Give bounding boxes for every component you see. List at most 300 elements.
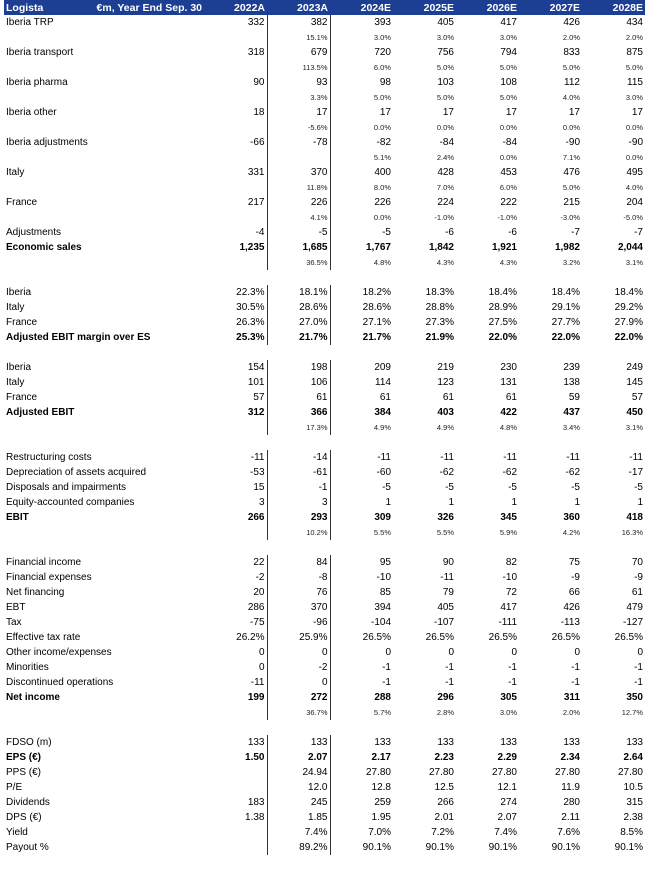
- value-cell: 204: [626, 197, 643, 208]
- growth-cell: 10.2%: [267, 525, 330, 540]
- growth-row: [4, 420, 645, 435]
- value-cell: 61: [442, 392, 454, 403]
- header-company: [4, 0, 204, 15]
- row-label: EBIT: [6, 512, 29, 523]
- value-cell: -53: [204, 465, 267, 480]
- table-row: [4, 495, 645, 510]
- value-cell: 27.1%: [362, 317, 391, 328]
- value-cell: 90: [442, 557, 454, 568]
- growth-cell: 5.0%: [562, 183, 580, 192]
- value-cell: 133: [437, 737, 454, 748]
- value-cell: 7.0%: [368, 827, 391, 838]
- spacer-cell: [4, 435, 645, 450]
- growth-cell: 12.7%: [621, 708, 643, 717]
- growth-cell: 4.8%: [499, 423, 517, 432]
- value-cell: -7: [571, 227, 580, 238]
- row-label: Net income: [6, 692, 60, 703]
- value-cell: 21.7%: [362, 332, 391, 343]
- value-cell: 326: [437, 512, 454, 523]
- value-cell: 183: [204, 795, 267, 810]
- value-cell: 57: [204, 390, 267, 405]
- value-cell: 476: [563, 167, 580, 178]
- value-cell: 82: [505, 557, 517, 568]
- value-cell: 495: [626, 167, 643, 178]
- spacer-row: [4, 435, 645, 450]
- value-cell: 2,044: [617, 242, 643, 253]
- value-cell: 1,235: [204, 240, 267, 255]
- table-row: [4, 675, 645, 690]
- table-row: [4, 600, 645, 615]
- growth-cell: 5.0%: [436, 93, 454, 102]
- value-cell: 394: [374, 602, 391, 613]
- value-cell: -9: [634, 572, 643, 583]
- value-cell: 90: [204, 75, 267, 90]
- value-cell: 27.80: [365, 767, 391, 778]
- value-cell: 75: [568, 557, 580, 568]
- row-label: Adjusted EBIT: [6, 407, 75, 418]
- value-cell: 405: [437, 17, 454, 28]
- value-cell: 1,685: [267, 240, 330, 255]
- growth-cell: [204, 210, 267, 225]
- value-cell: 0: [637, 647, 643, 658]
- growth-row: [4, 150, 645, 165]
- value-cell: 0: [267, 675, 330, 690]
- row-label: Yield: [6, 827, 28, 838]
- value-cell: 61: [505, 392, 517, 403]
- table-row: [4, 465, 645, 480]
- row-label: Italy: [6, 377, 25, 388]
- value-cell: 296: [437, 692, 454, 703]
- value-cell: 18.2%: [362, 287, 391, 298]
- growth-cell: 4.9%: [436, 423, 454, 432]
- table-row: [4, 315, 645, 330]
- value-cell: 61: [631, 587, 643, 598]
- value-cell: [204, 780, 267, 795]
- value-cell: 26.5%: [614, 632, 643, 643]
- header-year: 2028E: [582, 0, 645, 15]
- value-cell: 833: [563, 47, 580, 58]
- growth-cell: 7.1%: [562, 153, 580, 162]
- value-cell: 90.1%: [425, 842, 454, 853]
- table-row: [4, 285, 645, 300]
- growth-cell: [204, 255, 267, 270]
- value-cell: -5: [508, 482, 517, 493]
- table-body: [4, 15, 645, 855]
- value-cell: -75: [204, 615, 267, 630]
- header-year: 2023A: [267, 0, 330, 15]
- value-cell: 370: [267, 165, 330, 180]
- value-cell: 66: [568, 587, 580, 598]
- value-cell: 274: [500, 797, 517, 808]
- spacer-row: [4, 540, 645, 555]
- value-cell: 28.9%: [488, 302, 517, 313]
- row-label: Other income/expenses: [6, 647, 112, 658]
- value-cell: 249: [626, 362, 643, 373]
- value-cell: -104: [370, 617, 391, 628]
- value-cell: 27.5%: [488, 317, 517, 328]
- spacer-cell: [4, 540, 645, 555]
- table-row: [4, 405, 645, 420]
- row-label: DPS (€): [6, 812, 42, 823]
- growth-cell: 5.7%: [373, 708, 391, 717]
- value-cell: -11: [503, 452, 517, 463]
- value-cell: -11: [566, 452, 580, 463]
- value-cell: 366: [267, 405, 330, 420]
- value-cell: -1: [634, 677, 643, 688]
- value-cell: -90: [565, 137, 580, 148]
- value-cell: 0: [204, 645, 267, 660]
- row-label: [4, 255, 204, 270]
- value-cell: 93: [267, 75, 330, 90]
- value-cell: 103: [437, 77, 454, 88]
- row-label: Payout %: [6, 842, 49, 853]
- growth-cell: 3.0%: [625, 93, 643, 102]
- spacer-cell: [4, 720, 645, 735]
- value-cell: -62: [502, 467, 517, 478]
- value-cell: 1: [574, 497, 580, 508]
- value-cell: 794: [500, 47, 517, 58]
- value-cell: -1: [445, 662, 454, 673]
- value-cell: 426: [563, 602, 580, 613]
- header-year: 2027E: [519, 0, 582, 15]
- value-cell: -2: [204, 570, 267, 585]
- row-label: Restructuring costs: [6, 452, 92, 463]
- value-cell: -11: [440, 452, 454, 463]
- value-cell: 27.80: [617, 767, 643, 778]
- value-cell: 25.9%: [267, 630, 330, 645]
- table-row: [4, 240, 645, 255]
- growth-cell: 4.9%: [373, 423, 391, 432]
- value-cell: 219: [437, 362, 454, 373]
- row-label: Italy: [6, 302, 25, 313]
- header-year: 2026E: [456, 0, 519, 15]
- value-cell: -5: [634, 482, 643, 493]
- value-cell: 2.17: [371, 752, 391, 763]
- value-cell: -7: [634, 227, 643, 238]
- value-cell: -1: [445, 677, 454, 688]
- table-row: [4, 75, 645, 90]
- row-label: France: [6, 317, 38, 328]
- value-cell: [204, 765, 267, 780]
- value-cell: 27.80: [554, 767, 580, 778]
- value-cell: -90: [628, 137, 643, 148]
- table-row: [4, 375, 645, 390]
- value-cell: -62: [565, 467, 580, 478]
- growth-cell: [204, 150, 267, 165]
- header-title: Logista: [6, 1, 44, 14]
- value-cell: 22.0%: [551, 332, 580, 343]
- growth-cell: 6.0%: [499, 183, 517, 192]
- table-row: [4, 105, 645, 120]
- value-cell: 0: [511, 647, 517, 658]
- value-cell: 422: [500, 407, 517, 418]
- growth-cell: [204, 420, 267, 435]
- value-cell: 230: [500, 362, 517, 373]
- value-cell: 720: [374, 47, 391, 58]
- table-row: [4, 300, 645, 315]
- row-label: Minorities: [6, 662, 49, 673]
- growth-cell: 113.5%: [267, 60, 330, 75]
- value-cell: 382: [267, 15, 330, 30]
- value-cell: -5: [445, 482, 454, 493]
- row-label: France: [6, 197, 38, 208]
- value-cell: 27.3%: [425, 317, 454, 328]
- value-cell: 417: [500, 17, 517, 28]
- value-cell: -84: [502, 137, 517, 148]
- value-cell: 450: [626, 407, 643, 418]
- growth-cell: 5.0%: [436, 63, 454, 72]
- growth-cell: [204, 60, 267, 75]
- value-cell: 61: [379, 392, 391, 403]
- value-cell: 437: [563, 407, 580, 418]
- value-cell: -1: [634, 662, 643, 673]
- value-cell: 1.85: [267, 810, 330, 825]
- value-cell: 133: [626, 737, 643, 748]
- table-row: [4, 810, 645, 825]
- value-cell: 417: [500, 602, 517, 613]
- value-cell: 57: [631, 392, 643, 403]
- row-label: EPS (€): [6, 752, 42, 763]
- table-row: [4, 510, 645, 525]
- value-cell: -1: [382, 677, 391, 688]
- value-cell: 350: [626, 692, 643, 703]
- value-cell: -10: [376, 572, 391, 583]
- value-cell: 280: [563, 797, 580, 808]
- row-label: Iberia transport: [6, 47, 74, 58]
- value-cell: 2.23: [434, 752, 454, 763]
- table-row: [4, 165, 645, 180]
- value-cell: -6: [508, 227, 517, 238]
- table-row: [4, 480, 645, 495]
- row-label: Disposals and impairments: [6, 482, 127, 493]
- value-cell: 222: [500, 197, 517, 208]
- value-cell: 3: [267, 495, 330, 510]
- growth-cell: 15.1%: [267, 30, 330, 45]
- value-cell: 1: [511, 497, 517, 508]
- value-cell: -17: [628, 467, 643, 478]
- growth-row: [4, 30, 645, 45]
- value-cell: 2.07: [267, 750, 330, 765]
- value-cell: 28.8%: [425, 302, 454, 313]
- growth-cell: -1.0%: [497, 213, 517, 222]
- growth-cell: [204, 705, 267, 720]
- table-row: [4, 750, 645, 765]
- growth-cell: 4.8%: [373, 258, 391, 267]
- value-cell: 12.5: [434, 782, 454, 793]
- value-cell: 84: [267, 555, 330, 570]
- row-label: [4, 60, 204, 75]
- table-row: [4, 825, 645, 840]
- financial-table: [4, 0, 645, 855]
- growth-cell: 0.0%: [436, 123, 454, 132]
- growth-row: [4, 90, 645, 105]
- row-label: [4, 705, 204, 720]
- value-cell: 106: [267, 375, 330, 390]
- value-cell: 875: [626, 47, 643, 58]
- growth-cell: 2.4%: [436, 153, 454, 162]
- row-label: Iberia other: [6, 107, 57, 118]
- value-cell: 209: [374, 362, 391, 373]
- row-label: Effective tax rate: [6, 632, 81, 643]
- value-cell: -96: [267, 615, 330, 630]
- growth-cell: 5.0%: [499, 93, 517, 102]
- growth-cell: 0.0%: [373, 123, 391, 132]
- value-cell: 0: [574, 647, 580, 658]
- growth-cell: 5.0%: [562, 63, 580, 72]
- value-cell: -111: [498, 617, 517, 628]
- row-label: [4, 525, 204, 540]
- value-cell: -82: [376, 137, 391, 148]
- value-cell: 1.50: [204, 750, 267, 765]
- table-row: [4, 735, 645, 750]
- growth-cell: 3.0%: [373, 33, 391, 42]
- value-cell: -8: [267, 570, 330, 585]
- growth-cell: [204, 90, 267, 105]
- growth-cell: 0.0%: [373, 213, 391, 222]
- value-cell: 101: [204, 375, 267, 390]
- growth-cell: 3.0%: [499, 708, 517, 717]
- value-cell: 26.5%: [551, 632, 580, 643]
- value-cell: 2.07: [497, 812, 517, 823]
- growth-cell: 36.5%: [267, 255, 330, 270]
- growth-cell: 7.0%: [436, 183, 454, 192]
- value-cell: 26.5%: [488, 632, 517, 643]
- value-cell: -11: [629, 452, 643, 463]
- value-cell: 332: [204, 15, 267, 30]
- growth-row: [4, 180, 645, 195]
- header-year: 2024E: [330, 0, 393, 15]
- value-cell: [204, 840, 267, 855]
- growth-cell: -5.6%: [267, 120, 330, 135]
- row-label: Iberia TRP: [6, 17, 54, 28]
- value-cell: 59: [568, 392, 580, 403]
- growth-cell: -3.0%: [560, 213, 580, 222]
- growth-cell: 4.3%: [499, 258, 517, 267]
- value-cell: 21.7%: [267, 330, 330, 345]
- value-cell: 305: [500, 692, 517, 703]
- value-cell: 7.4%: [494, 827, 517, 838]
- table-row: [4, 585, 645, 600]
- growth-cell: 3.0%: [436, 33, 454, 42]
- value-cell: 3: [204, 495, 267, 510]
- value-cell: 428: [437, 167, 454, 178]
- value-cell: -78: [267, 135, 330, 150]
- value-cell: 29.2%: [614, 302, 643, 313]
- header-year: 2025E: [393, 0, 456, 15]
- table-row: [4, 765, 645, 780]
- value-cell: -1: [508, 677, 517, 688]
- growth-cell: 3.3%: [267, 90, 330, 105]
- value-cell: 133: [563, 737, 580, 748]
- value-cell: 138: [563, 377, 580, 388]
- value-cell: 18.3%: [425, 287, 454, 298]
- value-cell: 288: [374, 692, 391, 703]
- value-cell: [204, 825, 267, 840]
- row-label: Iberia adjustments: [6, 137, 88, 148]
- value-cell: 0: [385, 647, 391, 658]
- value-cell: -14: [267, 450, 330, 465]
- header-year: 2022A: [204, 0, 267, 15]
- value-cell: 2.29: [497, 752, 517, 763]
- row-label: Net financing: [6, 587, 65, 598]
- table-row: [4, 840, 645, 855]
- row-label: PPS (€): [6, 767, 42, 778]
- value-cell: 331: [204, 165, 267, 180]
- value-cell: 7.4%: [267, 825, 330, 840]
- row-label: Dividends: [6, 797, 50, 808]
- value-cell: -5: [571, 482, 580, 493]
- value-cell: 11.9: [561, 782, 580, 793]
- row-label: Economic sales: [6, 242, 82, 253]
- value-cell: -11: [204, 675, 267, 690]
- growth-cell: 5.1%: [373, 153, 391, 162]
- value-cell: 30.5%: [204, 300, 267, 315]
- row-label: Discontinued operations: [6, 677, 114, 688]
- value-cell: 0: [204, 660, 267, 675]
- growth-cell: 0.0%: [499, 123, 517, 132]
- value-cell: 18.1%: [267, 285, 330, 300]
- table-row: [4, 795, 645, 810]
- growth-cell: [204, 525, 267, 540]
- value-cell: 98: [379, 77, 391, 88]
- value-cell: 18.4%: [488, 287, 517, 298]
- value-cell: 1,842: [428, 242, 454, 253]
- value-cell: 224: [437, 197, 454, 208]
- row-label: Adjusted EBIT margin over ES: [6, 332, 151, 343]
- value-cell: 403: [437, 407, 454, 418]
- row-label: France: [6, 392, 38, 403]
- spacer-row: [4, 720, 645, 735]
- value-cell: 26.3%: [204, 315, 267, 330]
- row-label: Adjustments: [6, 227, 62, 238]
- value-cell: 1,982: [554, 242, 580, 253]
- value-cell: 2.11: [561, 812, 580, 823]
- value-cell: 17: [631, 107, 643, 118]
- growth-cell: 0.0%: [625, 153, 643, 162]
- row-label: Equity-accounted companies: [6, 497, 135, 508]
- row-label: Iberia: [6, 287, 32, 298]
- value-cell: -61: [267, 465, 330, 480]
- value-cell: 345: [500, 512, 517, 523]
- value-cell: -113: [560, 617, 580, 628]
- value-cell: 22: [204, 555, 267, 570]
- value-cell: 434: [626, 17, 643, 28]
- growth-cell: 5.5%: [436, 528, 454, 537]
- row-label: [4, 150, 204, 165]
- value-cell: 28.6%: [362, 302, 391, 313]
- growth-cell: -5.0%: [623, 213, 643, 222]
- value-cell: 133: [500, 737, 517, 748]
- row-label: P/E: [6, 782, 23, 793]
- value-cell: 400: [374, 167, 391, 178]
- value-cell: 272: [267, 690, 330, 705]
- value-cell: 22.0%: [614, 332, 643, 343]
- growth-cell: 4.1%: [267, 210, 330, 225]
- row-label: Depreciation of assets acquired: [6, 467, 147, 478]
- value-cell: 1,767: [365, 242, 391, 253]
- value-cell: -1: [267, 480, 330, 495]
- growth-cell: 11.8%: [267, 180, 330, 195]
- growth-cell: 3.4%: [562, 423, 580, 432]
- value-cell: -5: [382, 227, 391, 238]
- value-cell: 26.5%: [425, 632, 454, 643]
- table-row: [4, 615, 645, 630]
- growth-cell: [204, 30, 267, 45]
- value-cell: 7.6%: [557, 827, 580, 838]
- value-cell: 90.1%: [362, 842, 391, 853]
- value-cell: 85: [379, 587, 391, 598]
- value-cell: 22.0%: [488, 332, 517, 343]
